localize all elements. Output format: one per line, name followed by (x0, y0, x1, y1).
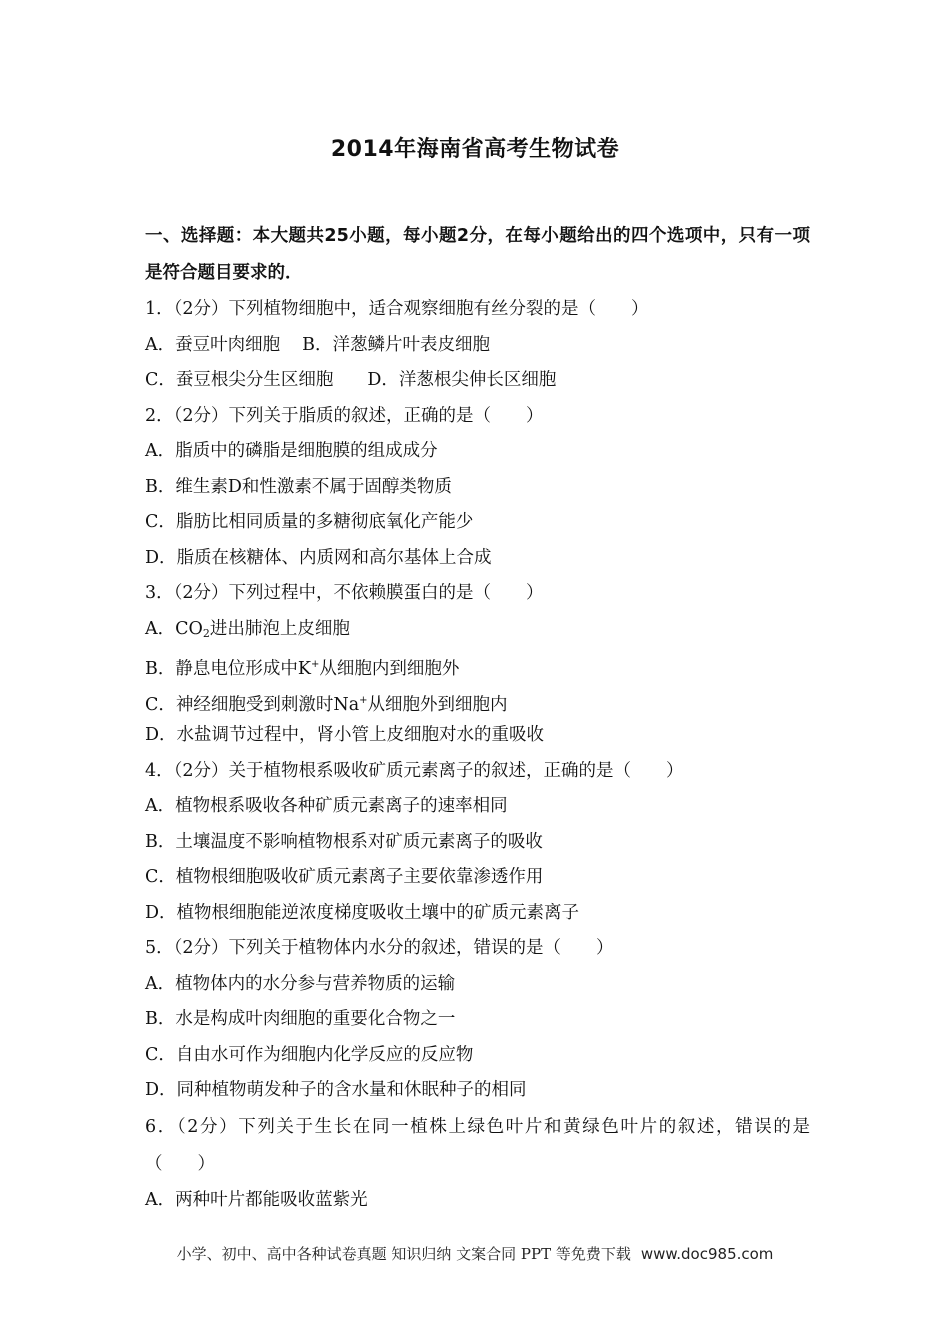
question-3-option-d: D．水盐调节过程中，肾小管上皮细胞对水的重吸收 (145, 725, 545, 745)
footer-link[interactable]: www.doc985.com (640, 1245, 774, 1263)
question-3-option-b-text: B．静息电位形成中K (145, 659, 311, 679)
question-3-option-b (145, 647, 810, 683)
co2-subscript: 2 (202, 626, 210, 640)
k-superscript: + (310, 659, 320, 670)
question-3-option-c-text: C．神经细胞受到刺激时Na (145, 694, 360, 715)
page-footer (0, 1243, 950, 1264)
question-3-option-b-text-end: 从细胞内到细胞外 (319, 659, 460, 679)
question-5-stem: 5．（2分）下列关于植物体内水分的叙述，错误的是（ ） (145, 938, 614, 958)
question-2-option-d: D．脂质在核糖体、内质网和高尔基体上合成 (145, 547, 492, 568)
question-1-options-cd (145, 363, 810, 399)
section-heading: 一、选择题：本大题共25小题，每小题2分，在每小题给出的四个选项中，只有一项是符合题目要求的． (145, 226, 810, 283)
question-1-option-c: C．蚕豆根尖分生区细胞 (145, 370, 334, 390)
question-4-option-a: A．植物根系吸收各种矿质元素离子的速率相同 (145, 796, 508, 816)
question-1-option-b: B．洋葱鳞片叶表皮细胞 (302, 334, 490, 355)
question-5-option-d: D．同种植物萌发种子的含水量和休眠种子的相同 (145, 1080, 527, 1100)
question-1-options-ab (145, 328, 810, 364)
question-3-option-c-text-end: 从细胞外到细胞内 (367, 694, 508, 715)
question-1-stem: 1．（2分）下列植物细胞中，适合观察细胞有丝分裂的是（ ） (145, 299, 649, 319)
question-2-stem: 2．（2分）下列关于脂质的叙述，正确的是（ ） (145, 405, 544, 426)
question-6-option-a: A．两种叶片都能吸收蓝紫光 (145, 1189, 368, 1210)
question-3-option-a-text: A．CO (145, 618, 203, 639)
question-4-option-c: C．植物根细胞吸收矿质元素离子主要依靠渗透作用 (145, 867, 544, 887)
na-superscript: + (359, 694, 368, 706)
question-4-option-d: D．植物根细胞能逆浓度梯度吸收土壤中的矿质元素离子 (145, 902, 580, 923)
question-1-option-d: D．洋葱根尖伸长区细胞 (367, 370, 557, 390)
question-3-option-a-text-end: 进出肺泡上皮细胞 (209, 618, 350, 639)
question-5-option-a: A．植物体内的水分参与营养物质的运输 (145, 973, 456, 994)
question-2-option-c: C．脂肪比相同质量的多糖彻底氧化产能少 (145, 512, 474, 532)
question-3-option-c (145, 683, 810, 719)
question-2-option-b: B．维生素D和性激素不属于固醇类物质 (145, 476, 452, 497)
question-5-option-b: B．水是构成叶肉细胞的重要化合物之一 (145, 1009, 456, 1029)
question-4-option-b: B．土壤温度不影响植物根系对矿质元素离子的吸收 (145, 831, 543, 852)
footer-text: 小学、初中、高中各种试卷真题 知识归纳 文案合同 PPT 等免费下载 (176, 1245, 631, 1263)
question-3-option-a (145, 612, 810, 648)
question-1-option-a: A．蚕豆叶肉细胞 (145, 334, 281, 355)
question-3-stem: 3．（2分）下列过程中，不依赖膜蛋白的是（ ） (145, 583, 544, 603)
question-2-option-a: A．脂质中的磷脂是细胞膜的组成成分 (145, 441, 438, 461)
exam-content (145, 218, 810, 1218)
question-6-stem: 6．（2分）下列关于生长在同一植株上绿色叶片和黄绿色叶片的叙述，错误的是（ ） (145, 1116, 810, 1174)
page-title: 2014年海南省高考生物试卷 (330, 137, 620, 162)
question-5-option-c: C．自由水可作为细胞内化学反应的反应物 (145, 1044, 474, 1065)
question-4-stem: 4．（2分）关于植物根系吸收矿质元素离子的叙述，正确的是（ ） (145, 760, 684, 781)
